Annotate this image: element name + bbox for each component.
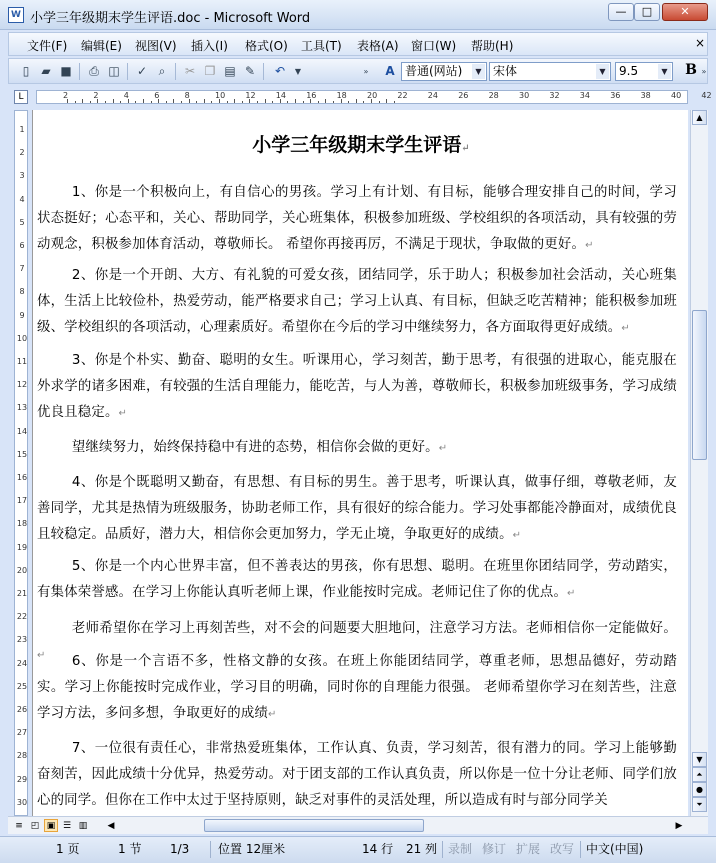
scroll-left-icon[interactable]: ◀ bbox=[107, 821, 115, 831]
ruler-tick bbox=[265, 99, 266, 103]
paragraph bbox=[37, 435, 677, 462]
close-window-button[interactable]: ✕ bbox=[662, 3, 708, 21]
ruler-number: 18 bbox=[336, 91, 347, 100]
ruler-number: 28 bbox=[16, 751, 28, 761]
paragraph-text: 5、你是一个内心世界丰富，但不善表达的男孩，你有思想、聪明。在班里你团结同学，劳动踏实，有集体荣誉感。在学习上你能认真听老师上课，作业能按时完成。老师记住了你的优点。 bbox=[37, 559, 677, 600]
word-app-icon[interactable]: W bbox=[8, 7, 24, 23]
undo-dropdown-icon[interactable]: ▼ bbox=[294, 67, 302, 76]
horizontal-scroll-thumb[interactable] bbox=[204, 819, 424, 832]
ruler-number: 32 bbox=[549, 91, 560, 100]
ruler-number: 8 bbox=[19, 287, 25, 297]
ruler-number: 7 bbox=[19, 264, 25, 274]
menu-bar bbox=[8, 32, 708, 56]
document-page[interactable] bbox=[32, 110, 688, 816]
paragraph-mark: ↵ bbox=[585, 240, 594, 251]
ruler-tick bbox=[181, 101, 182, 103]
font-size-combo[interactable] bbox=[615, 62, 673, 81]
font-combo[interactable] bbox=[489, 62, 611, 81]
ruler-number: 8 bbox=[184, 91, 190, 100]
scroll-up-icon[interactable]: ▲ bbox=[692, 110, 707, 125]
ruler-number: 25 bbox=[16, 681, 28, 691]
status-record[interactable]: 录制 bbox=[448, 842, 473, 856]
ruler-number: 34 bbox=[579, 91, 590, 100]
ruler-tick bbox=[234, 99, 235, 103]
status-bar bbox=[0, 836, 716, 863]
horizontal-ruler[interactable] bbox=[36, 90, 712, 104]
ruler-tick bbox=[166, 101, 167, 103]
ruler-tick bbox=[325, 99, 326, 103]
paragraph bbox=[37, 649, 677, 728]
paragraph-text: 老师希望你在学习上再刻苦些，对不会的问题要大胆地问，注意学习方法。老师相信你一定能做好。 bbox=[71, 621, 677, 636]
copy-icon[interactable]: ❐ bbox=[204, 64, 216, 78]
ruler-number: 6 bbox=[154, 91, 160, 100]
ruler-number: 22 bbox=[16, 612, 28, 622]
paragraph-text: 4、你是个既聪明又勤奋，有思想、有目标的男生。善于思考，听课认真，做事仔细，尊敬老师，友善同学，尤其是热情为班级服务，协助老师工作，具有很好的综合能力。学习处事都能冷静面对，成绩优良且较稳定。品质好，潜力大，相信你会更加努力，学无止境，争取更好的成绩。 bbox=[37, 475, 677, 542]
paragraph bbox=[37, 263, 677, 342]
menu-insert[interactable]: 插入(I) bbox=[191, 39, 228, 53]
ruler-number: 38 bbox=[640, 91, 651, 100]
ruler-tick bbox=[333, 101, 334, 103]
print-layout-view-icon[interactable]: ▣ bbox=[44, 819, 58, 832]
format-painter-icon[interactable]: ✎ bbox=[244, 64, 256, 78]
ruler-number: 36 bbox=[610, 91, 621, 100]
status-language: 中文(中国) bbox=[586, 842, 644, 856]
ruler-number: 4 bbox=[19, 194, 25, 204]
paste-icon[interactable]: ▤ bbox=[224, 64, 236, 78]
ruler-number: 24 bbox=[427, 91, 438, 100]
menu-help[interactable]: 帮助(H) bbox=[471, 39, 514, 53]
ruler-number: 12 bbox=[16, 380, 28, 390]
ruler-number: 1 bbox=[19, 125, 25, 134]
ruler-tick bbox=[318, 101, 319, 103]
research-icon[interactable]: ⌕ bbox=[158, 64, 166, 78]
ruler-tick bbox=[204, 99, 205, 103]
ruler-tick bbox=[303, 101, 304, 103]
paragraph-mark: ↵ bbox=[118, 408, 128, 419]
toolbar-separator bbox=[79, 63, 80, 80]
ruler-tick bbox=[82, 99, 83, 103]
menu-view[interactable]: 视图(V) bbox=[135, 39, 177, 53]
status-section: 1 节 bbox=[118, 842, 142, 856]
vertical-ruler[interactable] bbox=[14, 110, 28, 816]
close-document-button[interactable]: × bbox=[695, 36, 706, 50]
paragraph bbox=[37, 470, 677, 549]
spelling-icon[interactable]: ✓ bbox=[136, 64, 148, 78]
print-icon[interactable]: ⎙ bbox=[89, 64, 99, 78]
vertical-scrollbar[interactable] bbox=[690, 110, 708, 816]
paragraph bbox=[37, 554, 677, 607]
ruler-number: 24 bbox=[16, 658, 28, 668]
ruler-tick bbox=[120, 101, 121, 103]
style-value: 普通(网站) bbox=[405, 64, 463, 78]
ruler-number: 16 bbox=[306, 91, 317, 100]
toolbar-separator bbox=[175, 63, 176, 80]
paragraph bbox=[37, 348, 677, 427]
status-separator bbox=[580, 841, 581, 858]
cut-icon[interactable]: ✂ bbox=[184, 64, 196, 78]
ruler-number: 3 bbox=[19, 171, 25, 181]
menu-table[interactable]: 表格(A) bbox=[357, 39, 399, 53]
paragraph-text: 6、你是一个言语不多，性格文静的女孩。在班上你能团结同学，尊重老师，思想品德好，劳动踏实。学习上你能按时完成作业，学习目的明确，同时你的自理能力很强。 老师希望你学习在刻苦些，注意学习方法，多问多想，争取更好的成绩 bbox=[37, 654, 677, 721]
new-document-icon[interactable]: ▯ bbox=[22, 64, 30, 78]
document-title bbox=[33, 130, 689, 157]
ruler-tick bbox=[151, 101, 152, 103]
paragraph-text: 7、一位很有责任心，非常热爱班集体，工作认真、负责，学习刻苦，很有潜力的同。学习上能够勤奋刻苦，因此成绩十分优异，热爱劳动。对于团支部的工作认真负责，所以你是一位十分让老师、同学们放心的同学。但你在工作中太过于坚持原则，缺乏对事件的灵活处理，所以造成有时与部分同学关 bbox=[37, 741, 677, 808]
ruler-tick bbox=[143, 99, 144, 103]
minimize-button[interactable]: — bbox=[608, 3, 634, 21]
next-page-icon[interactable]: ⏷ bbox=[692, 797, 707, 812]
vertical-scroll-thumb[interactable] bbox=[692, 310, 707, 460]
paragraph-mark: ↵ bbox=[621, 323, 630, 334]
menu-edit[interactable]: 编辑(E) bbox=[81, 39, 122, 53]
font-size-value: 9.5 bbox=[619, 64, 639, 78]
paragraph-mark: ↵ bbox=[438, 443, 448, 454]
ruler-tick bbox=[295, 99, 296, 103]
menu-tools[interactable]: 工具(T) bbox=[301, 39, 342, 53]
ruler-number: 29 bbox=[16, 774, 28, 784]
paragraph bbox=[37, 180, 677, 259]
ruler-tick bbox=[90, 101, 91, 103]
paragraph-mark: ↵ bbox=[268, 709, 277, 720]
ruler-tick bbox=[105, 101, 106, 103]
ruler-number: 26 bbox=[16, 705, 28, 714]
web-layout-view-icon[interactable]: ◰ bbox=[30, 821, 40, 831]
toolbar-options-icon[interactable]: » bbox=[701, 67, 707, 76]
status-position: 位置 12厘米 bbox=[218, 842, 286, 856]
paragraph-text: 1、你是一个积极向上，有自信心的男孩。学习上有计划、有目标，能够合理安排自己的时间，学习状态挺好；心态平和，关心、帮助同学，关心班集体，积极参加班级、学校组织的各项活动，具有较强的劳动观念，积极参加体育活动，尊敬师长。 希望你再接再厉，不满足于现状，争取做的更好。 bbox=[37, 185, 677, 252]
ruler-number: 17 bbox=[16, 496, 28, 506]
styles-formatting-icon[interactable]: A bbox=[385, 64, 395, 78]
ruler-number: 19 bbox=[16, 542, 28, 552]
ruler-number: 14 bbox=[16, 426, 28, 436]
ruler-number: 27 bbox=[16, 728, 28, 738]
font-value: 宋体 bbox=[493, 64, 518, 78]
standard-toolbar bbox=[8, 58, 708, 84]
status-separator bbox=[442, 841, 443, 858]
status-extend[interactable]: 扩展 bbox=[516, 842, 541, 856]
ruler-number: 30 bbox=[16, 797, 28, 807]
paragraph-mark: ↵ bbox=[512, 530, 522, 541]
ruler-number: 2 bbox=[63, 91, 69, 100]
status-separator bbox=[210, 841, 211, 858]
ruler-tick bbox=[394, 101, 395, 103]
ruler-number: 26 bbox=[458, 91, 469, 100]
paragraph-mark: ↵ bbox=[567, 588, 576, 599]
ruler-tick bbox=[257, 101, 258, 103]
horizontal-scrollbar[interactable] bbox=[8, 816, 708, 834]
toolbar-separator bbox=[127, 63, 128, 80]
status-track-changes[interactable]: 修订 bbox=[482, 842, 507, 856]
open-folder-icon[interactable]: ▰ bbox=[41, 64, 51, 78]
ruler-number: 2 bbox=[19, 148, 25, 158]
paragraph-mark: ↵ bbox=[37, 650, 46, 661]
ruler-number: 2 bbox=[93, 91, 99, 100]
ruler-number: 16 bbox=[16, 473, 28, 482]
document-title-text: 小学三年级期末学生评语 bbox=[252, 134, 462, 156]
ruler-tick bbox=[272, 101, 273, 103]
ruler-tick bbox=[135, 101, 136, 103]
ruler-tick bbox=[211, 101, 212, 103]
menu-format[interactable]: 格式(O) bbox=[245, 39, 288, 53]
status-page-of: 1/3 bbox=[170, 842, 190, 856]
ruler-tick bbox=[113, 99, 114, 103]
ruler-tick bbox=[363, 101, 364, 103]
ruler-number: 22 bbox=[397, 91, 408, 100]
ruler-tick bbox=[348, 101, 349, 103]
scroll-down-icon[interactable]: ▼ bbox=[692, 752, 707, 767]
ruler-number: 42 bbox=[701, 91, 712, 100]
bold-button[interactable]: B bbox=[685, 62, 697, 78]
normal-view-icon[interactable]: ≡ bbox=[15, 821, 23, 831]
ruler-number: 4 bbox=[123, 91, 129, 100]
ruler-number: 5 bbox=[19, 217, 25, 227]
ruler-number: 20 bbox=[367, 91, 378, 100]
scroll-right-icon[interactable]: ▶ bbox=[675, 821, 683, 831]
toolbar-options-icon[interactable]: » bbox=[363, 67, 369, 76]
reading-layout-view-icon[interactable]: ▥ bbox=[78, 821, 88, 831]
ruler-number: 15 bbox=[16, 449, 28, 459]
ruler-tick bbox=[227, 101, 228, 103]
undo-icon[interactable]: ↶ bbox=[274, 64, 286, 78]
paragraph-mark: ↵ bbox=[461, 143, 470, 154]
ruler-number: 12 bbox=[245, 91, 256, 100]
status-page: 1 页 bbox=[56, 842, 80, 856]
ruler-tick bbox=[242, 101, 243, 103]
status-line: 14 行 bbox=[362, 842, 394, 856]
paragraph-text: 望继续努力，始终保持稳中有进的态势，相信你会做的更好。 bbox=[71, 440, 439, 455]
ruler-number: 10 bbox=[16, 333, 28, 343]
ruler-tick bbox=[356, 99, 357, 103]
style-combo[interactable] bbox=[401, 62, 487, 81]
ruler-number: 28 bbox=[488, 91, 499, 100]
ruler-number: 21 bbox=[16, 589, 28, 598]
maximize-button[interactable]: □ bbox=[634, 3, 660, 21]
paragraph-text: 3、你是个朴实、勤奋、聪明的女生。听课用心，学习刻苦，勤于思考，有很强的进取心，能克服在外求学的诸多困难，有较强的生活自理能力，能吃苦，与人为善，尊敬师长，积极参加班级事务，学习成绩优良且稳定。 bbox=[37, 353, 677, 420]
ruler-tick bbox=[196, 101, 197, 103]
select-browse-object-icon[interactable]: ● bbox=[692, 782, 707, 797]
ruler-number: 30 bbox=[519, 91, 530, 100]
ruler-number: 11 bbox=[16, 357, 28, 366]
status-column: 21 列 bbox=[406, 842, 438, 856]
toolbar-separator bbox=[263, 63, 264, 80]
title-bar bbox=[0, 0, 716, 30]
ruler-number: 13 bbox=[16, 403, 28, 413]
previous-page-icon[interactable]: ⏶ bbox=[692, 767, 707, 782]
menu-window[interactable]: 窗口(W) bbox=[411, 39, 457, 53]
print-preview-icon[interactable]: ◫ bbox=[108, 64, 120, 78]
paragraph bbox=[37, 736, 677, 814]
ruler-number: 10 bbox=[215, 91, 226, 100]
ruler-number: 18 bbox=[16, 519, 28, 529]
ruler-number: 23 bbox=[16, 635, 28, 645]
outline-view-icon[interactable]: ☰ bbox=[62, 821, 72, 831]
ruler-tick bbox=[75, 101, 76, 103]
chevron-down-icon[interactable]: ▼ bbox=[658, 64, 671, 79]
ruler-number: 40 bbox=[671, 91, 682, 100]
menu-file[interactable]: 文件(F) bbox=[27, 39, 68, 53]
save-icon[interactable]: ■ bbox=[60, 64, 72, 78]
ruler-tick bbox=[173, 99, 174, 103]
ruler-number: 20 bbox=[16, 565, 28, 575]
ruler-tick bbox=[379, 101, 380, 103]
tab-selector[interactable]: L bbox=[14, 90, 28, 104]
ruler-number: 14 bbox=[275, 91, 286, 100]
ruler-tick bbox=[287, 101, 288, 103]
paragraph-text: 2、你是一个开朗、大方、有礼貌的可爱女孩，团结同学，乐于助人；积极参加社会活动，关心班集体，生活上比较俭朴，热爱劳动，能严格要求自己；学习上认真、有目标，但缺乏吃苦精神；能积极参加班级、学校组织的各项活动，心理素质好。希望你在今后的学习中继续努力，各方面取得更好成绩。 bbox=[37, 268, 677, 335]
window-title: 小学三年级期末学生评语.doc - Microsoft Word bbox=[30, 11, 311, 26]
ruler-number: 9 bbox=[19, 310, 25, 320]
chevron-down-icon[interactable]: ▼ bbox=[472, 64, 485, 79]
chevron-down-icon[interactable]: ▼ bbox=[596, 64, 609, 79]
status-overtype[interactable]: 改写 bbox=[550, 842, 575, 856]
ruler-number: 6 bbox=[19, 241, 25, 250]
ruler-tick bbox=[386, 99, 387, 103]
